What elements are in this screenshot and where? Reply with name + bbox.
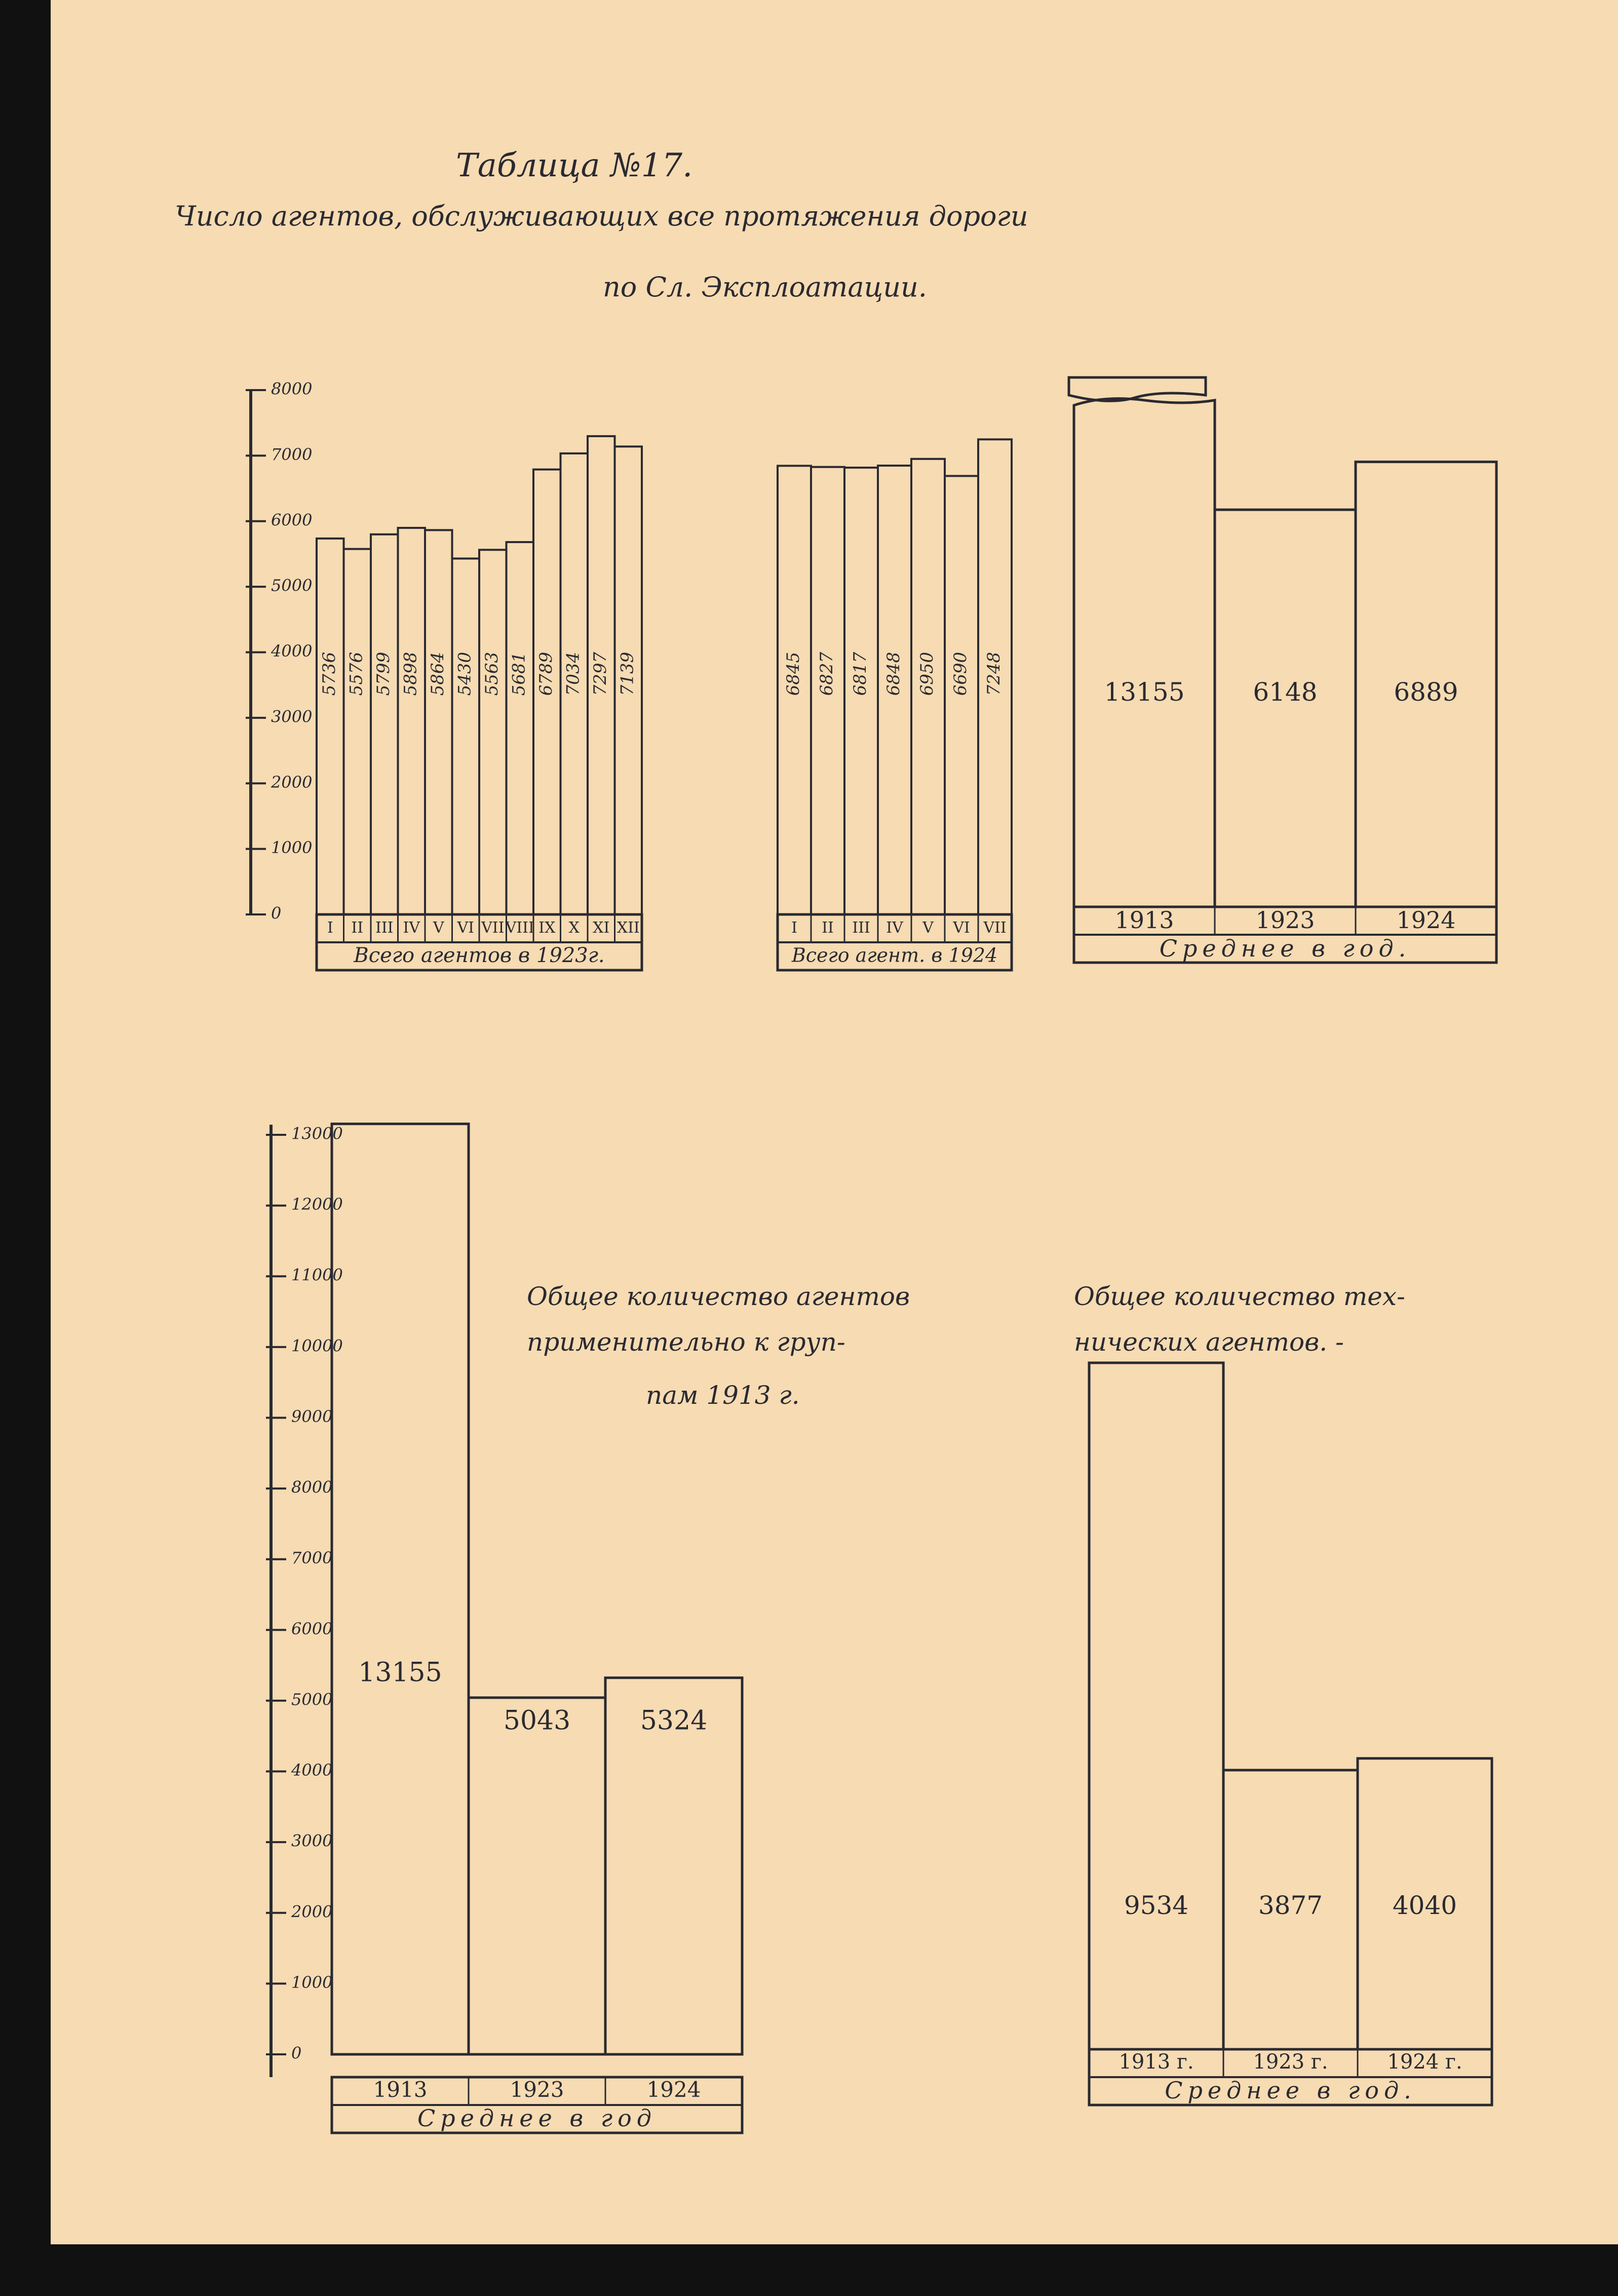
chart5-category-label: 1923 г. [1253,2050,1328,2074]
chart1-axis-tick-label: 8000 [271,379,313,399]
chart1-category-label: XII [617,919,640,937]
chart2-category-label: V [922,919,934,937]
chart1-category-label: IX [538,919,556,937]
page-subtitle-line1: Число агентов, обслуживающих все протяжения дороги [175,200,1028,232]
chart1-category-label: X [568,919,580,937]
chart5-category-label: 1913 г. [1119,2050,1194,2074]
chart3-value-label: 13155 [1104,677,1185,707]
chart4-category-label: 1913 [373,2077,428,2102]
chart4-axis-tick-label: 4000 [291,1761,333,1780]
chart1-bar [371,534,398,914]
chart5-caption-line2: нических агентов. - [1074,1327,1344,1357]
chart2-category-label: III [852,919,870,937]
chart1-axis-tick-label: 7000 [271,444,313,464]
chart1-value-label: 5898 [400,652,421,696]
chart4-axis-tick-label: 1000 [291,1972,333,1992]
page-title: Таблица №17. [456,147,693,184]
chart3-bar-break-top [1069,377,1206,401]
chart5-category-label: 1924 г. [1387,2050,1462,2074]
chart4-bar [332,1124,469,2054]
chart1-bar [398,528,426,914]
chart2-category-label: II [822,919,834,937]
chart2-category-label: VII [983,919,1007,937]
chart1-category-label: VIII [505,919,534,937]
chart4-value-label: 5043 [503,1705,571,1736]
chart1-value-label: 5576 [346,652,367,696]
chart2-category-label: I [791,919,797,937]
chart3-value-label: 6148 [1253,677,1318,707]
chart4-axis-tick-label: 8000 [291,1477,333,1497]
chart1-bar [317,539,344,914]
chart4-caption-line2: применительно к груп- [527,1327,845,1357]
chart3-category-label: 1913 [1114,906,1174,934]
chart2-value-label: 6848 [883,652,904,696]
chart1-category-label: V [433,919,444,937]
chart1-value-label: 5681 [509,652,529,696]
chart1-value-label: 5736 [319,652,339,696]
chart4-category-label: 1924 [646,2077,701,2102]
chart5-value-label: 3877 [1258,1891,1323,1920]
chart2-value-label: 6950 [917,652,937,696]
chart1-axis-tick-label: 0 [271,903,282,923]
chart1-bar [452,558,480,914]
chart4-axis-tick-label: 12000 [291,1195,343,1214]
chart1-axis-tick-label: 6000 [271,510,313,530]
chart5-value-label: 4040 [1392,1891,1457,1920]
chart4-axis-tick-label: 0 [291,2043,302,2063]
chart4-axis-tick-label: 7000 [291,1548,333,1568]
chart1-value-label: 5799 [373,652,394,696]
chart5-caption-line1: Общее количество тех- [1074,1282,1405,1311]
chart2-value-label: 6817 [850,652,870,696]
chart2-value-label: 6690 [950,652,971,696]
chart2-category-label: VI [953,919,970,937]
chart1-axis-tick-label: 4000 [271,641,313,661]
chart1-axis-tick-label: 5000 [271,576,313,595]
chart3-bar [1215,510,1356,907]
page-subtitle-line2: по Сл. Эксплоатации. [603,271,927,303]
chart1-value-label: 6789 [535,652,556,696]
chart1-value-label: 5430 [454,652,475,696]
chart1-category-label: IV [403,919,420,937]
chart1-bar [344,549,371,914]
chart5-xlabel: Среднее в год. [1165,2077,1416,2104]
chart4-bar [469,1698,605,2054]
chart5-bar [1089,1363,1223,2049]
chart5-value-label: 9534 [1124,1891,1189,1920]
chart2-value-label: 7248 [984,652,1004,696]
chart4-axis-tick-label: 11000 [291,1265,343,1285]
chart4-axis-tick-label: 13000 [291,1124,343,1143]
chart2-value-label: 6827 [817,652,837,696]
chart4-axis-tick-label: 9000 [291,1406,333,1426]
chart1-bar [479,550,507,914]
chart1-axis-tick-label: 1000 [271,838,313,858]
chart1-category-label: II [351,919,364,937]
chart1-axis-tick-label: 2000 [271,772,313,792]
chart2-category-label: IV [886,919,903,937]
chart4-axis-tick-label: 10000 [291,1336,343,1356]
chart4-axis-tick-label: 6000 [291,1619,333,1638]
chart3-bar [1074,399,1215,907]
chart1-category-label: VII [481,919,505,937]
chart2-value-label: 6845 [783,652,803,696]
chart1-category-label: III [375,919,394,937]
chart1-xlabel: Всего агентов в 1923г. [354,944,605,967]
chart3-value-label: 6889 [1394,677,1458,707]
chart1-value-label: 7297 [590,652,610,696]
chart4-value-label: 13155 [358,1657,442,1688]
chart2-xlabel: Всего агент. в 1924 [791,944,998,967]
chart1-axis-tick-label: 3000 [271,707,313,726]
chart1-category-label: VI [457,919,475,937]
chart1-bar [507,542,534,914]
chart1-bar [425,530,452,914]
chart4-axis-tick-label: 5000 [291,1690,333,1709]
chart3-xlabel: Среднее в год. [1159,935,1411,962]
chart4-caption-line3: пам 1913 г. [646,1381,800,1410]
chart3-category-label: 1923 [1255,906,1315,934]
chart1-category-label: XI [593,919,610,937]
chart1-value-label: 7139 [617,652,638,696]
chart1-value-label: 5563 [481,652,502,696]
chart4-value-label: 5324 [640,1705,708,1736]
chart1-value-label: 5864 [427,652,448,696]
chart1-category-label: I [327,919,333,937]
chart4-axis-tick-label: 2000 [291,1902,333,1922]
chart4-caption-line1: Общее количество агентов [527,1282,910,1311]
chart4-axis-tick-label: 3000 [291,1831,333,1851]
chart3-category-label: 1924 [1396,906,1456,934]
chart1-value-label: 7034 [563,652,584,696]
chart4-category-label: 1923 [510,2077,564,2102]
chart4-xlabel: Среднее в год [417,2104,657,2132]
